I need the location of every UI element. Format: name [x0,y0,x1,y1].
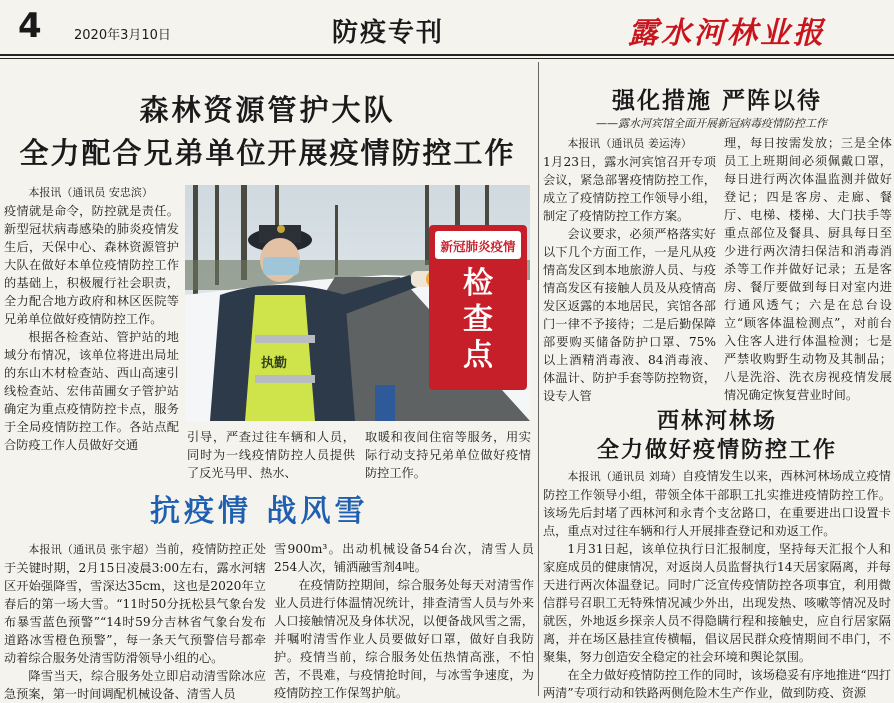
header-rule [0,54,894,56]
armband-text: 执勤 [261,356,288,371]
article3-paragraph1: 1月23日，露水河宾馆召开专项会议，紧急部署疫情防控工作，成立了疫情防控工作领导小组，制定了疫情防控工作方案。 [543,155,716,223]
article4-paragraph3: 在全力做好疫情防控工作的同时，该场稳妥有序地推进“四打两清”专项行动和铁路两侧危险木生产作业，做到防疫、资源 [543,668,891,700]
page-number: 4 [18,6,42,46]
article3-paragraph2: 会议要求，必须严格落实好以下几个方面工作，一是凡从疫情高发区到本地旅游人员、与疫情高发区有接触人员及从疫情高发区返露的本地居民，宾馆各部门一律不予接待；二是后勤保障部要购买储备防护口罩、75%以上酒精消毒液、84消毒液、体温计、防护手套等防控物资，设专人管 [543,227,716,403]
article3-column2 [724,134,892,402]
article1-column3 [365,428,531,480]
article2-paragraph3: 雪900m³。出动机械设备54台次，清雪人员254人次，铺洒融雪剂4吨。 [274,542,534,574]
article4-headline-line1: 西林河林场 [656,409,777,434]
article3-column1 [543,134,716,403]
article2-paragraph2: 降雪当天，综合服务处立即启动清雪除冰应急预案，第一时间调配机械设备、清雪人员 [4,669,266,701]
article1-paragraph1: 疫情就是命令，防控就是责任。新型冠状病毒感染的肺炎疫情发生后，天保中心、森林资源管护大队在做好本单位疫情防控工作的基础上，积极履行社会职责，全力配合地方政府和林区医院等兄弟单位做好疫情防控工作。 [4,204,179,326]
checkpoint-photo-illustration [185,185,530,421]
section-title: 防疫专刊 [332,18,445,48]
article2-byline: 本报讯（通讯员 张宇超） [28,543,155,556]
article4-column [543,467,891,700]
article1-headline-line1: 森林资源管护大队 [139,93,396,127]
article3-paragraph3: 理，每日按需发放；三是全体员工上班期间必须佩戴口罩，每日进行两次体温监测并做好登记；四是客房、走廊、餐厅、电梯、楼梯、大门扶手等重点部位及餐具、厨具每日至少进行两次清扫保洁和消毒消杀等工作并做好记录；五是客房、餐厅要做到每日对室内进行通风透气；六是在总台设立“顾客体温检测点”，对前台入住客人进行体温检测；七是严禁收购野生动物及其制品；八是洗浴、洗衣房视疫情发展情况确定恢复营业时间。 [724,136,892,402]
column-divider [538,62,539,696]
article1-paragraph3: 引导，严查过往车辆和人员，同时为一线疫情防控人员提供了反光马甲、热水、 [187,430,355,480]
article1-photo [185,185,530,421]
article3-title: 强化措施 严阵以待 [611,88,822,114]
article3-byline: 本报讯（通讯员 姜运涛） [567,137,692,150]
article1-paragraph2: 根据各检查站、管护站的地域分布情况，该单位将进出局址的东山木材检查站、西山高速引线检查站、宏伟苗圃女子管护站确定为重点疫情防控卡点，服务于全局疫情防控工作。各站点配合防疫工作人员做好交通 [4,330,179,452]
article4-headline-line2: 全力做好疫情防控工作 [596,438,837,463]
article4-paragraph2: 1月31日起，该单位执行日汇报制度，坚持每天汇报个人和家庭成员的健康情况，对返岗人员监督执行14天居家隔离，并每天进行两次体温登记。同时广泛宣传疫情防控各项事宜，利用微信群号召职工无特殊情况减少外出，出现发热、咳嗽等情况及时就医，外地返乡探亲人员不得隐瞒行程和接触史，应自行居家隔离，并在场区悬挂宣传横幅，倡议居民群众疫情期间不串门，不聚集，努力创造安全稳定的社会环境和舆论氛围。 [543,542,891,664]
article2-paragraph4: 在疫情防控期间，综合服务处每天对清雪作业人员进行体温情况统计，排查清雪人员与外来人口接触情况及身体状况，以便备战风雪之需，并嘱咐清雪作业人员要做好口罩，做好自我防护。疫情当前，综合服务处伍热情高涨，不怕苦，不畏难，与疫情抢时间，与冰雪争速度，为疫情防控工作保驾护航。 [274,578,534,700]
article1-column1 [4,183,179,473]
article4-paragraph1: 自疫情发生以来，西林河林场成立疫情防控工作领导小组，带领全体干部职工扎实推进疫情防控工作。该场先后封堵了西林河和永青个支岔路口，在重要进出口设置卡点，重点对过往车辆和行人开展排查登记和劝返工作。 [543,469,891,538]
article2-title: 抗疫情 战风雪 [150,494,369,529]
article2-column2 [274,540,534,700]
article1-headline-line2: 全力配合兄弟单位开展疫情防控工作 [19,136,516,170]
article1-byline: 本报讯（通讯员 安忠滨） [28,186,153,199]
article2-column1 [4,540,267,701]
sign-char-1: 检 [463,266,493,301]
article3-subtitle: ——露水河宾馆全面开展新冠病毒疫情防控工作 [596,117,827,130]
header-rule-thin [0,58,894,59]
article2-paragraph1: 当前，疫情防控正处于关键时期，2月15日凌晨3:00左右，露水河辖区开始强降雪，雪深达35cm，这也是2020年立春后的第一场大雪。“11时50分抚松县气象台发布暴雪蓝色预警”“14时59分吉林省气象台发布道路冰雪橙色预警”，每一条天气预警信号都牵动着综合服务处清雪防滑领导小组的心。 [4,542,267,665]
sign-char-2: 查 [463,302,493,337]
article1-column2 [187,428,355,480]
sign-char-3: 点 [463,338,493,373]
article4-byline: 本报讯（通讯员 刘琦） [567,470,683,483]
masthead-logo: 露水河林业报 [628,16,826,51]
article1-paragraph4: 取暖和夜间住宿等服务，用实际行动支持兄弟单位做好疫情防控工作。 [365,430,531,480]
issue-date: 2020年3月10日 [74,28,171,43]
sign-small-text: 新冠肺炎疫情 [440,239,516,254]
